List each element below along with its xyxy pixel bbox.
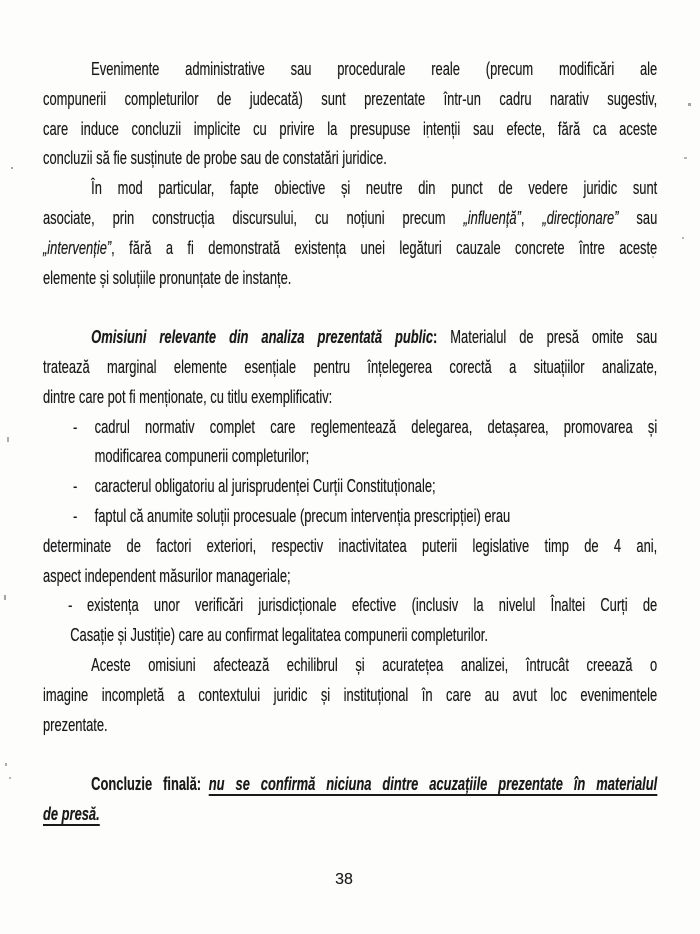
scan-artifact — [7, 437, 9, 442]
scan-artifact — [684, 157, 687, 159]
scan-artifact — [688, 103, 691, 106]
bullet-item-line — [43, 590, 657, 620]
text-run: cadrul normativ complet care reglementează delegarea, detașarea, promovarea și — [94, 415, 658, 437]
scan-artifact — [682, 237, 684, 239]
text-line: tratează marginal elemente esențiale pentru înțelegerea corectă a situațiilor analizate, — [43, 355, 658, 377]
bullet-dash: - — [73, 504, 78, 526]
text-line: În mod particular, fapte obiective și neutre din punct de vedere juridic sunt — [91, 177, 658, 199]
conclusion-label: Concluzie finală: — [91, 773, 202, 795]
bullet-continuation-line: Casație și Justiție) care au confirmat legalitatea compunerii completurilor. — [70, 624, 488, 646]
scan-artifact — [9, 777, 11, 779]
text-run: Materialul de presă omite sau — [437, 326, 658, 348]
text-line — [43, 203, 657, 233]
bullet-item-line — [43, 501, 657, 531]
scan-artifact — [427, 136, 429, 138]
scan-artifact — [4, 595, 6, 600]
scan-artifact — [11, 167, 13, 169]
text-run: faptul că anumite soluții procesuale (precum intervenția prescripției) erau — [94, 504, 511, 526]
scan-artifact — [652, 256, 654, 258]
text-line: Aceste omisiuni afectează echilibrul și acuratețea analizei, întrucât creează o — [91, 653, 658, 675]
bullet-dash: - — [73, 415, 78, 437]
conclusion-line — [43, 799, 657, 829]
bullet-dash: - — [73, 475, 78, 497]
bold-italic-heading-run: Omisiuni relevante din analiza prezentată public — [91, 326, 434, 348]
text-line: dintre care pot fi menționate, cu titlu exemplificativ: — [43, 385, 333, 407]
text-line — [43, 233, 657, 263]
page-text-block — [43, 54, 657, 829]
conclusion-emphasis-run: nu se confirmă niciuna dintre acuzațiile prezentate în materialul — [208, 773, 658, 795]
bullet-continuation-line: aspect independent măsurilor manageriale; — [43, 564, 291, 586]
text-run: asociate, prin construcția discursului, cu noțiuni precum — [43, 206, 464, 228]
bold-run: : — [433, 326, 438, 348]
text-run: , — [520, 206, 543, 228]
italic-run: „direcționare” — [542, 206, 619, 228]
bullet-continuation-line: modificarea compunerii completurilor; — [94, 445, 310, 467]
text-line — [43, 322, 657, 352]
text-line: care induce concluzii implicite cu privire la presupuse intenții sau efecte, fără ca aceste — [43, 117, 658, 139]
italic-run: „influență” — [463, 206, 521, 228]
page-number: 38 — [335, 871, 353, 888]
text-line: prezentate. — [43, 713, 108, 735]
text-line: concluzii să fie susținute de probe sau de constatări juridice. — [43, 147, 387, 169]
conclusion-line — [43, 769, 657, 799]
bullet-dash: - — [68, 594, 73, 616]
text-line: Evenimente administrative sau procedurale reale (precum modificări ale — [91, 58, 658, 79]
text-run: existența unor verificări jurisdicționale efective (inclusiv la nivelul Înaltei Curți de — [86, 594, 658, 616]
bullet-item-line — [43, 471, 657, 501]
text-line: elemente și soluțiile pronunțate de instanțe. — [43, 266, 292, 288]
text-line: compunerii completurilor de judecată) sunt prezentate într-un cadru narativ sugestiv, — [43, 87, 658, 109]
conclusion-emphasis-run: de presă. — [43, 802, 100, 824]
text-run: , fără a fi demonstrată existența unei legături cauzale concrete între aceste — [111, 236, 658, 258]
text-line: imagine incompletă a contextului juridic și instituțional în care au avut loc evenimentele — [43, 683, 658, 705]
italic-run: „intervenție” — [43, 236, 112, 258]
bullet-continuation-line: determinate de factori exteriori, respectiv inactivitatea puterii legislative timp de 4 ani, — [43, 534, 658, 556]
text-run: caracterul obligatoriu al jurisprudenței Curții Constituționale; — [94, 475, 436, 497]
scan-artifact — [5, 763, 7, 766]
text-run: sau — [618, 206, 658, 228]
bullet-item-line — [43, 412, 657, 442]
